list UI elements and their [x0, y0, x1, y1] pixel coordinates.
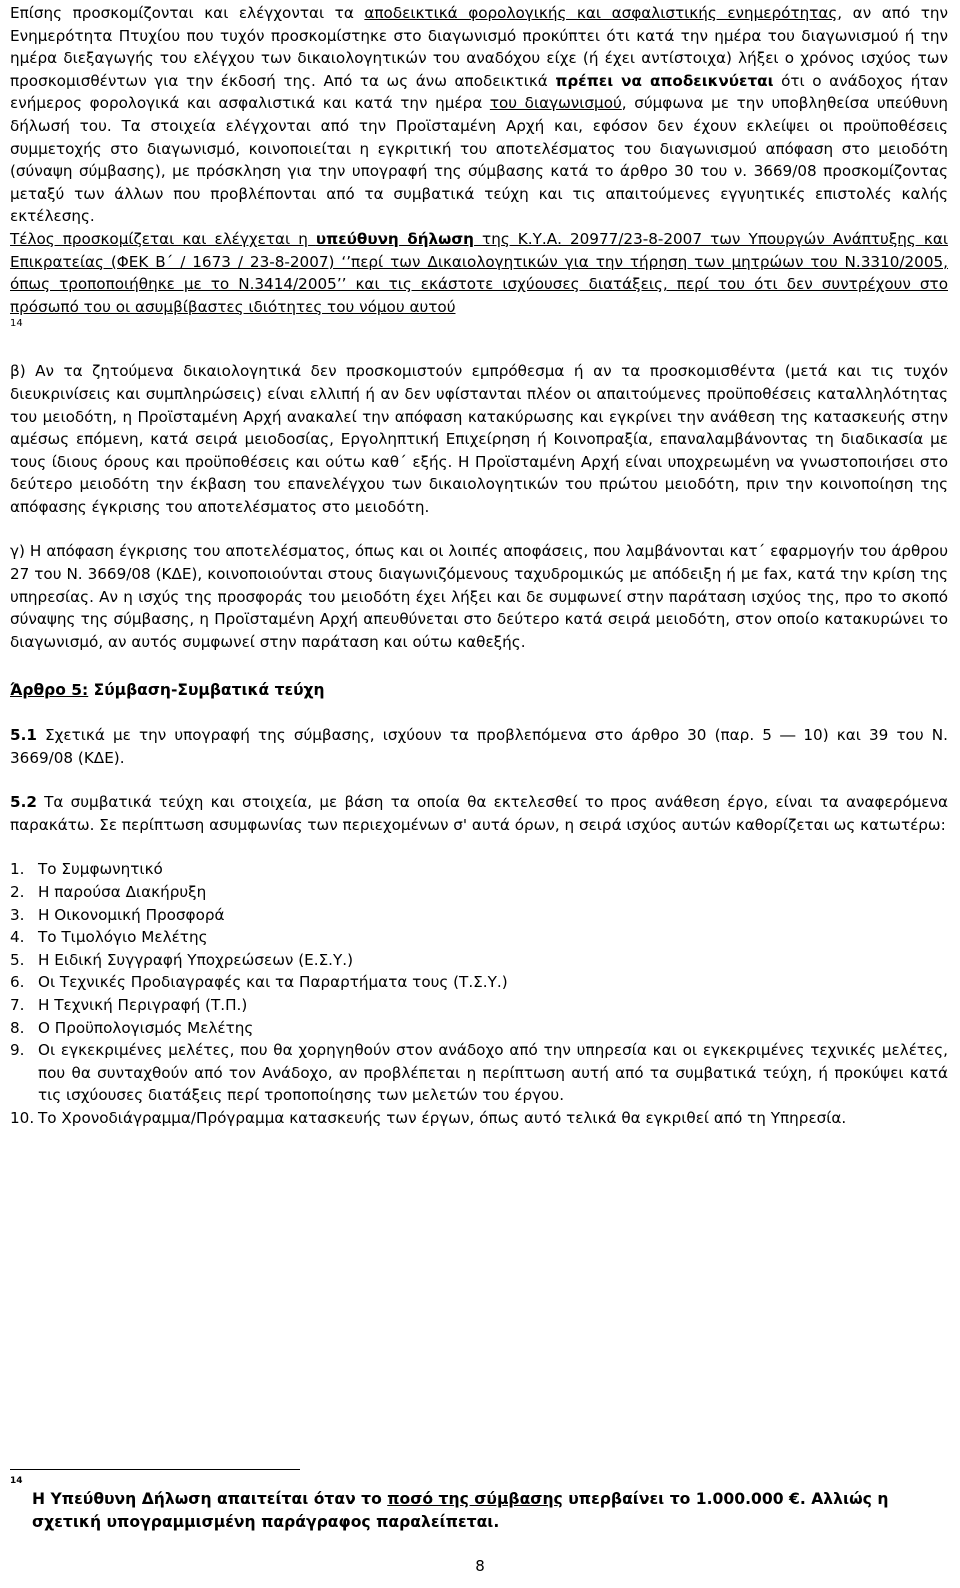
section-5-2 [10, 791, 948, 836]
footnote-separator [10, 1469, 300, 1470]
list-item [10, 1107, 948, 1130]
list-number: 8. [10, 1018, 25, 1037]
list-number: 1. [10, 860, 25, 879]
page-number: 8 [475, 1557, 485, 1575]
list-number: 7. [10, 995, 25, 1014]
list-item [10, 926, 948, 949]
list-number: 6. [10, 973, 25, 992]
paragraph-tax-insurance [10, 2, 948, 228]
list-text: Η Ειδική Συγγραφή Υποχρεώσεων (Ε.Σ.Υ.) [38, 950, 354, 969]
text-underlined: του διαγωνισμού [489, 94, 622, 113]
list-text: Οι Τεχνικές Προδιαγραφές και τα Παραρτήματα τους (Τ.Σ.Υ.) [38, 973, 508, 992]
list-text: Το Συμφωνητικό [38, 860, 163, 879]
list-text: Ο Προϋπολογισμός Μελέτης [38, 1018, 254, 1037]
list-number: 3. [10, 905, 25, 924]
text: , αν από την Ενημερότητα Πτυχίου που τυχόν προσκομίστηκε στο διαγωνισμό προκύπτει ότι κατά την ημέρα του διαγωνισμού ή την ημέρα διεξαγωγής του ελέγχου των δικαιολογητικών του αναδόχου είχε (ή έχει αντίστοιχα) λήξει ο χρόνος ισχύος των προσκομισθέντων για την έκδοσή της. Από τα ως άνω αποδεικτικά [10, 4, 948, 90]
list-text: Η Οικονομική Προσφορά [38, 905, 225, 924]
text-bold: πρέπει να αποδεικνύεται [555, 71, 774, 90]
text-underlined: αποδεικτικά φορολογικής και ασφαλιστικής ενημερότητας [364, 4, 838, 22]
section-text: Τα συμβατικά τεύχη και στοιχεία, με βάση τα οποία θα εκτελεσθεί το προς ανάθεση έργο, είναι τα αναφερόμενα παρακάτω. Σε περίπτωση ασυμφωνίας των περιεχομένων σ' αυτά όρων, η σειρά ισχύος αυτών καθορίζεται ως κατωτέρω: [10, 793, 948, 834]
section-text: Σχετικά με την υπογραφή της σύμβασης, ισχύουν τα προβλεπόμενα στο άρθρο 30 (παρ. 5 ― 10) και 39 του Ν. 3669/08 (ΚΔΕ). [10, 726, 948, 767]
text: , σύμφωνα με την υποβληθείσα υπεύθυνη δήλωσή του. Τα στοιχεία ελέγχονται από την Προϊσταμένη Αρχή και, εφόσον δεν έχουν εκλείψει οι προϋποθέσεις συμμετοχής στο διαγωνισμό, κοινοποιείται η εγκριτική του αποτελέσματος του διαγωνισμού απόφαση στο μειοδότη (σύναψη σύμβασης), με πρόσκληση για την υπογραφή της σύμβασης κατά το άρθρο 30 του ν. 3669/08 προσκομίζοντας μεταξύ των άλλων που προβλέπονται από τα συμβατικά τεύχη και τις απαιτούμενες εγγυητικές επιστολές καλής εκτέλεσης. [10, 94, 948, 226]
list-text: Το Τιμολόγιο Μελέτης [38, 928, 208, 947]
text: της Κ.Υ.Α. 20977/23-8-2007 των Υπουργών Ανάπτυξης και Επικρατείας (ΦΕΚ Β΄ / 1673 / 23-8-2007) ‘’περί των Δικαιολογητικών για την τήρηση των μητρώων του Ν.3310/2005, όπως τροποποιήθηκε με το Ν.3414/2005’’ και τις εκάστοτε ισχύουσες διατάξεις, περί του ότι δεν συντρέχουν στο πρόσωπό του οι ασυμβίβαστες ιδιότητες του νόμου αυτού [10, 229, 949, 316]
text-bold: υπεύθυνη δήλωση [315, 229, 474, 248]
section-number: 5.1 [10, 726, 37, 745]
text: Τέλος προσκομίζεται και ελέγχεται η [10, 229, 316, 248]
list-item [10, 904, 948, 927]
document-page [10, 0, 948, 1130]
section-number: 5.2 [10, 793, 37, 812]
list-number: 5. [10, 950, 25, 969]
text: υπερβαίνει το 1.000.000 €. Αλλιώς η σχετική υπογραμμισμένη παράγραφος παραλείπεται. [32, 1490, 889, 1531]
list-item [10, 1017, 948, 1040]
footnote-number: 14 [10, 1476, 23, 1486]
footnote [10, 1476, 950, 1533]
text-underlined: ποσό της σύμβασης [387, 1490, 563, 1508]
paragraph-responsible-declaration [10, 228, 948, 318]
text: Επίσης προσκομίζονται και ελέγχονται τα [10, 4, 365, 22]
list-number: 4. [10, 928, 25, 947]
text: Η Υπεύθυνη Δήλωση απαιτείται όταν το [32, 1490, 388, 1508]
list-text: Η παρούσα Διακήρυξη [38, 883, 207, 901]
list-text: Οι εγκεκριμένες μελέτες, που θα χορηγηθούν στον ανάδοχο από την υπηρεσία και οι εγκεκριμένες τεχνικές μελέτες, που θα συνταχθούν από τον Ανάδοχο, αν προβλέπεται η περίπτωση αυτή από τα συμβατικά τεύχη, ή προκύψει κατά τις ισχύουσες διατάξεις περί τροποποίησης των μελετών του έργου. [38, 1041, 948, 1105]
list-item [10, 881, 948, 904]
list-number: 9. [10, 1041, 25, 1060]
list-item [10, 858, 948, 881]
article-label: Άρθρο 5: [10, 681, 89, 700]
list-item [10, 971, 948, 994]
footnote-reference: 14 [10, 318, 23, 330]
list-number: 2. [10, 883, 25, 901]
article-heading [10, 679, 948, 702]
article-title: Σύμβαση-Συμβατικά τεύχη [88, 681, 325, 700]
list-number: 10. [10, 1108, 35, 1127]
paragraph-b: β) Αν τα ζητούμενα δικαιολογητικά δεν προσκομιστούν εμπρόθεσμα ή αν τα προσκομισθέντα (μετά και τις τυχόν διευκρινίσεις και συμπληρώσεις) είναι ελλιπή ή αν δεν υφίστανται πλέον οι απαιτούμενες προϋποθέσεις καταλληλότητας του μειοδότη, η Προϊσταμένη Αρχή ανακαλεί την απόφαση κατακύρωσης και εγκρίνει την ανάθεση της κατασκευής στην αμέσως επόμενη, κατά σειρά μειοδοσίας, Εργοληπτική Επιχείρηση ή Κοινοπραξία, επαναλαμβάνοντας τη διαδικασία με τους ίδιους όρους και προϋποθέσεις και ούτω καθ΄ εξής. Η Προϊσταμένη Αρχή είναι υποχρεωμένη να γνωστοποιήσει στο δεύτερο μειοδότη την έκβαση του επανελέγχου των δικαιολογητικών του πρώτου μειοδότη, πριν την κοινοποίηση της απόφασης έγκρισης του αποτελέσματος στο μειοδότη. [10, 362, 948, 516]
list-item [10, 994, 948, 1017]
section-5-1 [10, 724, 948, 769]
list-text: Το Χρονοδιάγραμμα/Πρόγραμμα κατασκευής των έργων, όπως αυτό τελικά θα εγκριθεί από τη Υπηρεσία. [38, 1108, 847, 1127]
list-item [10, 1039, 948, 1107]
paragraph-c: γ) Η απόφαση έγκρισης του αποτελέσματος, όπως και οι λοιπές αποφάσεις, που λαμβάνονται κατ΄ εφαρμογήν του άρθρου 27 του Ν. 3669/08 (ΚΔΕ), κοινοποιούνται στους διαγωνιζόμενους ταχυδρομικώς με απόδειξη ή με fax, κατά την κρίση της υπηρεσίας. Αν η ισχύς της προσφοράς του μειοδότη έχει λήξει και δε συμφωνεί στην παράταση ισχύος της, προ το σκοπό σύναψης της σύμβασης, η Προϊσταμένη Αρχή απευθύνεται στο δεύτερο κατά σειρά μειοδότη, στον οποίο κατακυρώνει το διαγωνισμό, αν αυτός συμφωνεί στην παράταση και ούτω καθεξής. [10, 542, 948, 651]
footnote-text [32, 1476, 950, 1533]
text: ότι ο ανάδοχος ήταν ενήμερος φορολογικά και ασφαλιστικά και κατά την ημέρα [10, 71, 949, 113]
list-text: Η Τεχνική Περιγραφή (Τ.Π.) [38, 995, 248, 1014]
list-item [10, 949, 948, 972]
contract-documents-list [10, 858, 948, 1129]
